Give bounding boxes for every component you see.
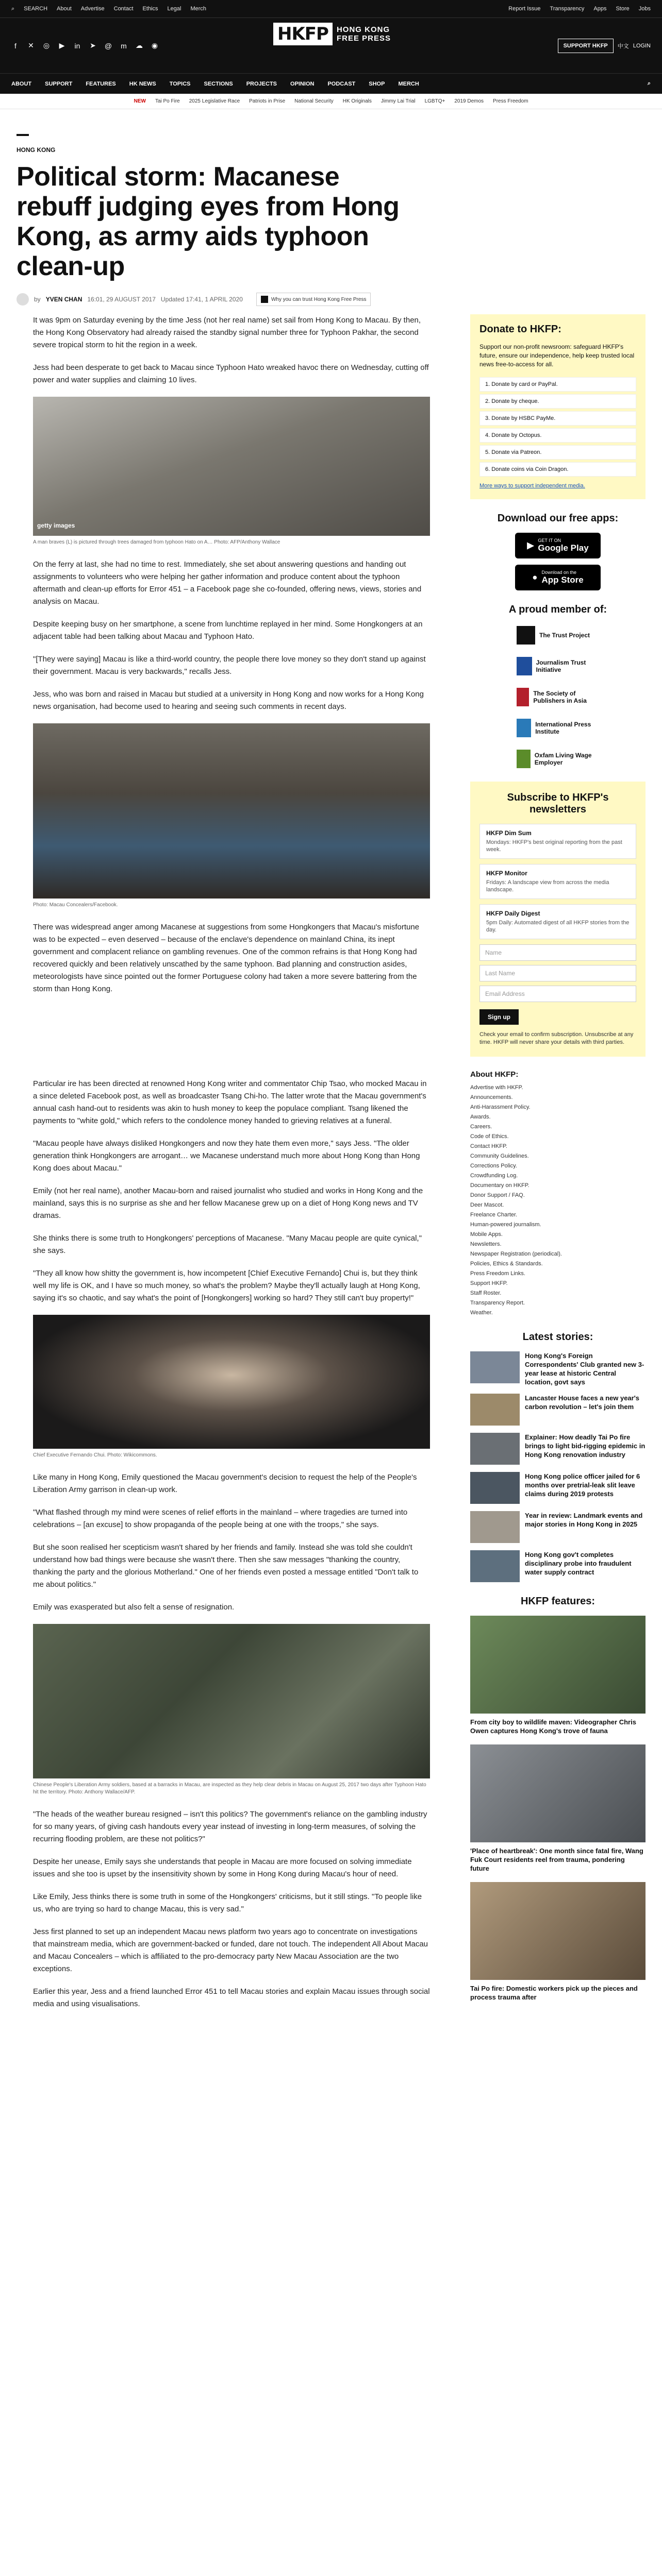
- donate-option[interactable]: 2. Donate by cheque.: [479, 394, 636, 409]
- member-logo-label: Journalism Trust Initiative: [536, 659, 586, 673]
- apps-title: Download our free apps:: [497, 513, 619, 524]
- main-nav: [0, 73, 662, 94]
- figure-caption: Chinese People's Liberation Army soldiers, based at a barracks in Macau, are inspected as they help clear debris in Macau on August 25, 2017 two days after Typhoon Hato hit the territory. Photo: Anthony Wallace/AFP.: [33, 1782, 426, 1795]
- apple-icon: ●: [532, 572, 538, 582]
- about-link[interactable]: Newspaper Registration (periodical).: [470, 1251, 562, 1257]
- feature-image: [470, 1744, 646, 1842]
- features-title: HKFP features:: [520, 1596, 595, 1607]
- story-thumbnail: [470, 1472, 520, 1504]
- app-store-label: App Store: [541, 575, 584, 585]
- author-name[interactable]: YVEN CHAN: [45, 296, 82, 303]
- figure-caption: A man braves (L) is pictured through trees damaged from typhoon Hato on A… Photo: AFP/Anthony Wallace: [33, 539, 280, 545]
- logo-line-1: HONG KONG: [336, 25, 390, 34]
- member-logo-label: International Press Institute: [535, 721, 591, 735]
- about-link[interactable]: Deer Mascot.: [470, 1202, 504, 1208]
- story-item[interactable]: [470, 1433, 646, 1465]
- telegram-icon[interactable]: ➤: [90, 41, 96, 49]
- utility-link-transparency[interactable]: Transparency: [550, 6, 585, 12]
- about-link[interactable]: Crowdfunding Log.: [470, 1173, 518, 1179]
- article-paragraph: "What flashed through my mind were scenes of relief efforts in the mainland – where tragedies are turned into celebrations – [an excuse] to show propaganda of the people being at one with the troops," she says.: [33, 1508, 408, 1529]
- donate-option[interactable]: 1. Donate by card or PayPal.: [479, 377, 636, 392]
- about-link[interactable]: Careers.: [470, 1124, 492, 1130]
- story-item[interactable]: [470, 1351, 646, 1386]
- article-body: [33, 314, 430, 2021]
- updated-date: Updated 17:41, 1 APRIL 2020: [160, 296, 243, 303]
- sopa-logo-icon: [517, 688, 529, 706]
- youtube-icon[interactable]: ▶: [59, 41, 65, 49]
- member-logo[interactable]: [517, 686, 599, 708]
- about-title: About HKFP:: [470, 1070, 519, 1079]
- masthead-actions: [558, 39, 651, 53]
- newsletter-title: Subscribe to HKFP's newsletters: [507, 792, 609, 815]
- feature-item[interactable]: [470, 1882, 646, 2002]
- about-link[interactable]: Support HKFP.: [470, 1280, 508, 1286]
- member-logo[interactable]: [517, 748, 599, 770]
- nav-support[interactable]: SUPPORT: [45, 80, 73, 87]
- utility-link-about[interactable]: About: [57, 6, 72, 12]
- story-thumbnail: [470, 1351, 520, 1383]
- byline: [16, 293, 408, 306]
- sidebar: [470, 314, 646, 2011]
- story-thumbnail: [470, 1433, 520, 1465]
- newsletter-note: Check your email to confirm subscription. Unsubscribe at any time. HKFP will never share your details with third parties.: [479, 1031, 634, 1045]
- about-link[interactable]: Transparency Report.: [470, 1300, 525, 1306]
- trending-item[interactable]: Jimmy Lai Trial: [380, 98, 416, 104]
- utility-link-ethics[interactable]: Ethics: [142, 6, 158, 12]
- signup-button[interactable]: Sign up: [479, 1009, 519, 1025]
- trust-project-logo-icon: [517, 626, 535, 645]
- about-link[interactable]: Staff Roster.: [470, 1290, 502, 1296]
- donate-title: Donate to HKFP:: [479, 324, 561, 335]
- donate-option[interactable]: 6. Donate coins via Coin Dragon.: [479, 462, 636, 477]
- hkfp-features: [470, 1596, 646, 2002]
- article-paragraph: "The heads of the weather bureau resigned – isn't this politics? The government's reliance on the gambling industry for so many years, of giving cash handouts every year instead of investing in long-term measures, of solving the recurring flooding problem, are these not politics?": [33, 1810, 427, 1843]
- publish-date: 16:01, 29 AUGUST 2017: [87, 296, 156, 303]
- logo-line-2: FREE PRESS: [336, 34, 391, 43]
- article-paragraph: Emily (not her real name), another Macau-born and raised journalist who studied and works in Hong Kong and the mainland, says this is no surprise as she and her fellow Macanese grew up on a diet of Hong Kong news and TV dramas.: [33, 1187, 423, 1220]
- article-paragraph: Jess, who was born and raised in Macau but studied at a university in Hong Kong and now works for a Hong Kong news organisation, had become used to hearing and seeing such comments in recent days.: [33, 690, 424, 711]
- article-paragraph: Jess first planned to set up an independent Macau news platform two years ago to concentrate on investigations that mainstream media, which are government-backed or funded, dare not touch. The independent All About Macau and Macau Concealers – which is affiliated to the pro-democracy party New Macau Association are the two exceptions.: [33, 1927, 428, 1973]
- threads-icon[interactable]: @: [104, 41, 112, 50]
- article-paragraph: There was widespread anger among Macanese at suggestions from some Hongkongers that Macau's misfortune was to be expected – even deserved – because of the enclave's dependence on mainland China, its inept government and complacent reliance on gambling revenues. One of the common refrains is that Hong Kong had recovered quickly and been relatively unscathed by the same typhoon. Bad planning and construction asides, meteorologists have since pointed out the former Portuguese colony had taken a more severe battering from the storm than Hong Kong.: [33, 923, 420, 993]
- donate-intro: Support our non-profit newsroom: safeguard HKFP's future, ensure our independence, help keep trusted local news free-to-access for all.: [479, 343, 635, 368]
- nav-merch[interactable]: MERCH: [398, 80, 419, 87]
- article-paragraph: Jess had been desperate to get back to Macau since Typhoon Hato wreaked havoc there on Wednesday, cutting off power and water supplies and claiming 10 lives.: [33, 363, 429, 384]
- about-section: [470, 1070, 646, 1318]
- nav-hk-news[interactable]: HK NEWS: [129, 80, 156, 87]
- article-paragraph: Like many in Hong Kong, Emily questioned the Macau government's decision to request the help of the People's Liberation Army garrison in clean-up work.: [33, 1473, 417, 1494]
- trending-item[interactable]: Press Freedom: [493, 98, 528, 104]
- figure-street: [33, 723, 430, 909]
- rss-icon[interactable]: ◉: [151, 41, 158, 49]
- donate-box: [470, 314, 646, 499]
- utility-bar: [0, 0, 662, 18]
- newsletter-option-name: HKFP Dim Sum: [486, 829, 532, 837]
- member-logo-label: Oxfam Living Wage Employer: [534, 752, 592, 766]
- latest-title: Latest stories:: [522, 1331, 593, 1343]
- newsletter-option[interactable]: [479, 904, 636, 939]
- member-logo-label: The Trust Project: [539, 632, 590, 639]
- nav-topics[interactable]: TOPICS: [169, 80, 191, 87]
- feature-title: From city boy to wildlife maven: Videographer Chris Owen captures Hong Kong's trove of fauna: [470, 1718, 636, 1735]
- linkedin-icon[interactable]: in: [74, 41, 80, 50]
- article-paragraph: "They all know how shitty the government is, how incompetent [Chief Executive Fernando] Chui is, but they think well my life is OK, and I have so much money, so what's the problem? Maybe they'll actually laugh at Hong Kong, saying it's so chaotic, and say what's the point of [Hongkongers] working so hard? They still can't buy property!": [33, 1269, 420, 1302]
- story-title: Hong Kong's Foreign Correspondents' Club granted new 3-year lease at historic Central location, govt says: [525, 1352, 644, 1386]
- x-icon[interactable]: ✕: [28, 41, 34, 49]
- story-thumbnail: [470, 1511, 520, 1543]
- apps-section: [470, 513, 646, 590]
- article-paragraph: Earlier this year, Jess and a friend launched Error 451 to tell Macau stories and explain Macau issues through social media and using visualisations.: [33, 1987, 430, 2008]
- article-paragraph: Like Emily, Jess thinks there is some truth in some of the Hongkongers' criticisms, but it still stings. "To people like us, who are trying so hard to change Macau, this is very sad.": [33, 1892, 422, 1913]
- story-item[interactable]: [470, 1511, 646, 1543]
- trending-item[interactable]: 2025 Legislative Race: [189, 98, 240, 104]
- trending-item[interactable]: Patriots in Prise: [249, 98, 286, 104]
- newsletter-option-name: HKFP Monitor: [486, 870, 527, 877]
- newsletter-option-desc: Fridays: A landscape view from across the media landscape.: [486, 879, 609, 893]
- about-link[interactable]: Anti-Harassment Policy.: [470, 1104, 531, 1110]
- google-play-small: GET IT ON: [538, 538, 561, 543]
- nav-about[interactable]: ABOUT: [11, 80, 32, 87]
- utility-link-jobs[interactable]: Jobs: [638, 6, 651, 12]
- ad-spacer: [33, 1006, 430, 1078]
- ipi-logo-icon: [517, 719, 531, 737]
- feature-title: 'Place of heartbreak': One month since fatal fire, Wang Fuk Court residents reel from trauma, pondering future: [470, 1847, 643, 1872]
- feature-item[interactable]: [470, 1616, 646, 1735]
- trust-badge-label: Why you can trust Hong Kong Free Press: [271, 296, 367, 302]
- nav-sections[interactable]: SECTIONS: [204, 80, 233, 87]
- about-link[interactable]: Awards.: [470, 1114, 491, 1120]
- member-title: A proud member of:: [508, 604, 607, 615]
- newsletter-option[interactable]: [479, 824, 636, 859]
- trending-item[interactable]: HK Originals: [342, 98, 372, 104]
- article-paragraph: She thinks there is some truth to Hongkongers' perceptions of Macanese. "Many Macau people are quite cynical," she says.: [33, 1234, 422, 1255]
- member-logo-label: The Society of Publishers in Asia: [533, 690, 587, 704]
- newsletter-option-name: HKFP Daily Digest: [486, 910, 540, 917]
- trending-item[interactable]: LGBTQ+: [424, 98, 445, 104]
- nav-opinion[interactable]: OPINION: [290, 80, 315, 87]
- nav-podcast[interactable]: PODCAST: [327, 80, 356, 87]
- login-link[interactable]: LOGIN: [633, 42, 651, 49]
- story-title: Hong Kong police officer jailed for 6 months over pretrial-leak slit leave claims during 2019 protests: [525, 1472, 640, 1498]
- donate-option[interactable]: 4. Donate by Octopus.: [479, 428, 636, 443]
- story-item[interactable]: [470, 1472, 646, 1504]
- story-title: Hong Kong gov't completes disciplinary probe into fraudulent water supply contract: [525, 1551, 632, 1576]
- google-play-label-group: [538, 538, 588, 553]
- trending-bar: [0, 94, 662, 109]
- byline-by: by: [34, 296, 41, 303]
- mastodon-icon[interactable]: m: [121, 41, 127, 50]
- feature-image: [470, 1882, 646, 1980]
- utility-link-legal[interactable]: Legal: [167, 6, 181, 12]
- kicker-divider: [16, 134, 29, 136]
- logo-wordmark: [337, 25, 391, 43]
- street-photo: [33, 723, 430, 899]
- article-paragraph: Emily was exasperated but also felt a sense of resignation.: [33, 1603, 235, 1612]
- support-hkfp-button[interactable]: SUPPORT HKFP: [558, 39, 614, 53]
- about-link[interactable]: Corrections Policy.: [470, 1163, 517, 1169]
- utility-link-apps[interactable]: Apps: [593, 6, 607, 12]
- article-paragraph: Despite keeping busy on her smartphone, a scene from lunchtime replayed in her mind. Some Hongkongers at an adjacent table had been talking about Macau and Typhoon Hato.: [33, 620, 423, 641]
- logo-mark: HKFP: [273, 23, 333, 45]
- figure-pla: [33, 1624, 430, 1796]
- google-play-button[interactable]: [515, 533, 601, 558]
- donate-option[interactable]: 3. Donate by HSBC PayMe.: [479, 411, 636, 426]
- about-link[interactable]: Donor Support / FAQ.: [470, 1192, 525, 1198]
- search-icon[interactable]: ⌕: [11, 5, 15, 12]
- figure-typhoon: [33, 397, 430, 546]
- pla-photo: [33, 1624, 430, 1778]
- about-link[interactable]: Human-powered journalism.: [470, 1222, 541, 1228]
- trust-badge[interactable]: [256, 293, 371, 306]
- google-play-icon: ▶: [527, 540, 534, 550]
- about-link[interactable]: Press Freedom Links.: [470, 1270, 525, 1277]
- oxfam-logo-icon: [517, 750, 531, 768]
- article-paragraph: "[They were saying] Macau is like a third-world country, the people there love money so they don't stand up against their government. Macau is very backwards," recalls Jess.: [33, 655, 426, 676]
- story-title: Year in review: Landmark events and major stories in Hong Kong in 2025: [525, 1512, 643, 1528]
- member-logo[interactable]: [517, 655, 599, 677]
- feature-title: Tai Po fire: Domestic workers pick up the pieces and process trauma after: [470, 1985, 638, 2001]
- utility-link-contact[interactable]: Contact: [113, 6, 134, 12]
- newsletter-option-desc: Mondays: HKFP's best original reporting from the past week.: [486, 839, 622, 853]
- article-paragraph: But she soon realised her scepticism wasn't shared by her friends and family. Instead she was told she couldn't understand how bad things were because she wasn't there. Then she saw messages "thanking the country, thanking the party and the glorious Motherland." One of her friends even posted a message entitled "Don't talk to me about politics.": [33, 1543, 419, 1589]
- typhoon-photo: [33, 397, 430, 536]
- about-link[interactable]: Weather.: [470, 1310, 493, 1316]
- utility-link-merch[interactable]: Merch: [190, 6, 206, 12]
- about-link[interactable]: Advertise with HKFP.: [470, 1084, 523, 1091]
- article-header: [16, 134, 408, 306]
- article-paragraph: It was 9pm on Saturday evening by the time Jess (not her real name) set sail from Hong Kong to Macau. By then, the Hong Kong Observatory had already raised the standby signal number three for Typhoon Pakhar, the second severe tropical storm to hit the region in a week.: [33, 316, 421, 349]
- app-store-label-group: [542, 570, 584, 585]
- figure-caption: Photo: Macau Concealers/Facebook.: [33, 902, 118, 908]
- about-link[interactable]: Mobile Apps.: [470, 1231, 503, 1238]
- feature-image: [470, 1616, 646, 1714]
- app-store-button[interactable]: [515, 565, 601, 590]
- member-logo[interactable]: [517, 717, 599, 739]
- story-title: Lancaster House faces a new year's carbon revolution – let's join them: [525, 1394, 640, 1411]
- new-badge: NEW: [134, 98, 146, 104]
- utility-link-advertise[interactable]: Advertise: [80, 6, 105, 12]
- figure-caption: Chief Executive Fernando Chui. Photo: Wikicommons.: [33, 1452, 157, 1458]
- donate-option[interactable]: 5. Donate via Patreon.: [479, 445, 636, 460]
- nav-features[interactable]: FEATURES: [86, 80, 116, 87]
- story-title: Explainer: How deadly Tai Po fire brings to light bid-rigging epidemic in Hong Kong renovation industry: [525, 1433, 646, 1459]
- story-thumbnail: [470, 1550, 520, 1582]
- about-link[interactable]: Announcements.: [470, 1094, 513, 1100]
- article-paragraph: Despite her unease, Emily says she understands that people in Macau are more focused on solving immediate issues and she too is upset by the insensitivity shown by some in Hong Kong during Macau's hour of need.: [33, 1857, 412, 1878]
- newsletter-box: [470, 782, 646, 1057]
- hkfp-logo[interactable]: [273, 23, 391, 45]
- trust-project-icon: [261, 296, 268, 303]
- google-play-label: Google Play: [538, 543, 589, 553]
- social-links: [11, 42, 159, 50]
- about-link[interactable]: Documentary on HKFP.: [470, 1182, 529, 1189]
- about-links: [470, 1083, 646, 1318]
- author-avatar: [16, 293, 29, 306]
- about-link[interactable]: Contact HKFP.: [470, 1143, 507, 1149]
- article-paragraph: "Macau people have always disliked Hongkongers and now they hate them even more," says Jess. "The older generation think Hongkongers are arrogant… we Macanese understand much more about Hong Kong than Hong Kong does about Macau.": [33, 1139, 420, 1173]
- last-name-input[interactable]: Last Name: [479, 965, 636, 981]
- article-paragraph: Particular ire has been directed at renowned Hong Kong writer and commentator Chip Tsao, who mocked Macau in a since deleted Facebook post, as well as broadcaster Tsang Chi-ho. The latter wrote that the Macau government's annual cash hand-out to residents was akin to hush money to keep the populace compliant. Tsang likened the payments to "white gold," which refers to the condolence money handed to grieving relatives at a funeral.: [33, 1079, 427, 1125]
- article-paragraph: On the ferry at last, she had no time to rest. Immediately, she set about answering questions and handing out assignments to volunteers who were helping her gather information and produce content about the typhoon aftermath and clean-up efforts for Error 451 – a Facebook page she co-founded, offering news, views, stories and analysis on Macau.: [33, 560, 422, 606]
- bluesky-icon[interactable]: ☁: [136, 41, 143, 49]
- facebook-icon[interactable]: f: [14, 41, 16, 50]
- donate-more-link[interactable]: More ways to support independent media.: [479, 483, 585, 489]
- photo-credit: getty images: [37, 522, 75, 529]
- about-link[interactable]: Code of Ethics.: [470, 1133, 509, 1140]
- about-link[interactable]: Community Guidelines.: [470, 1153, 529, 1159]
- name-input[interactable]: Name: [479, 944, 636, 961]
- utility-link-report[interactable]: Report Issue: [508, 6, 541, 12]
- nav-search-icon[interactable]: ⌕: [647, 80, 651, 87]
- about-link[interactable]: Freelance Charter.: [470, 1212, 518, 1218]
- utility-link-store[interactable]: Store: [616, 6, 630, 12]
- newsletter-option-desc: 5pm Daily: Automated digest of all HKFP stories from the day.: [486, 920, 630, 933]
- figure-chui: [33, 1315, 430, 1459]
- trending-item[interactable]: 2019 Demos: [454, 98, 484, 104]
- member-logo[interactable]: [517, 624, 599, 647]
- article-headline: Political storm: Macanese rebuff judging eyes from Hong Kong, as army aids typhoon clean-up: [16, 162, 400, 281]
- jti-logo-icon: [517, 657, 532, 675]
- instagram-icon[interactable]: ◎: [43, 41, 50, 49]
- language-link[interactable]: 中文: [617, 43, 629, 49]
- app-store-small: Download on the: [541, 570, 577, 575]
- nav-shop[interactable]: SHOP: [369, 80, 385, 87]
- story-item[interactable]: [470, 1394, 646, 1426]
- member-section: [470, 604, 646, 770]
- email-input[interactable]: Email Address: [479, 986, 636, 1002]
- chui-photo: [33, 1315, 430, 1449]
- trending-item[interactable]: National Security: [294, 98, 334, 104]
- latest-stories: [470, 1331, 646, 1582]
- nav-projects[interactable]: PROJECTS: [246, 80, 277, 87]
- story-item[interactable]: [470, 1550, 646, 1582]
- article-category[interactable]: HONG KONG: [16, 146, 56, 154]
- trending-item[interactable]: Tai Po Fire: [155, 98, 180, 104]
- feature-item[interactable]: [470, 1744, 646, 1873]
- story-thumbnail: [470, 1394, 520, 1426]
- about-link[interactable]: Newsletters.: [470, 1241, 502, 1247]
- utility-search-link[interactable]: SEARCH: [24, 6, 48, 12]
- newsletter-option[interactable]: [479, 864, 636, 899]
- about-link[interactable]: Policies, Ethics & Standards.: [470, 1261, 543, 1267]
